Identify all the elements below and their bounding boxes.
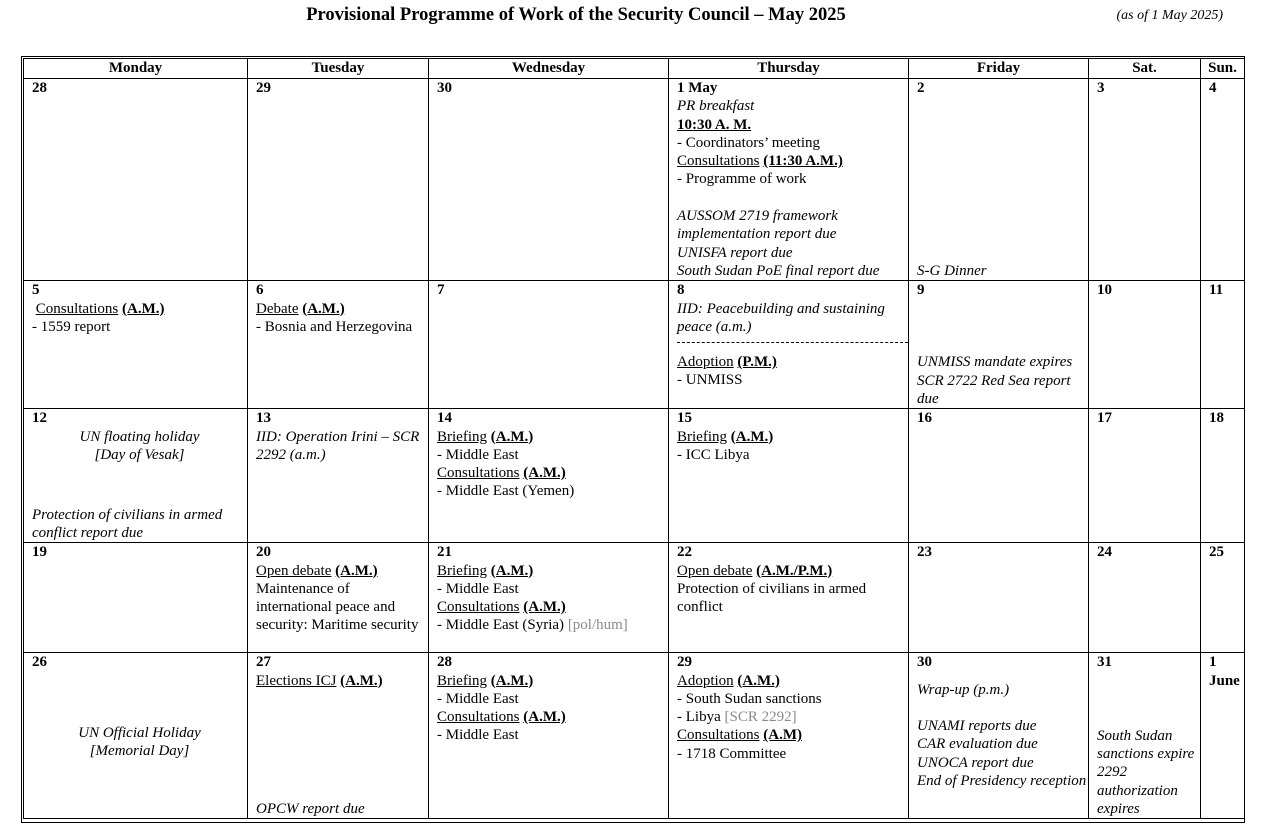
day-cell xyxy=(909,543,1089,653)
day-cell xyxy=(669,79,909,281)
day-cell xyxy=(248,281,429,409)
header-friday: Friday xyxy=(909,59,1089,79)
header-saturday: Sat. xyxy=(1089,59,1201,79)
day-number: 24 xyxy=(1097,544,1112,561)
event-time: (P.M.) xyxy=(737,354,777,371)
event-type: Adoption xyxy=(677,354,734,371)
event-time: (A.M.) xyxy=(523,465,566,482)
day-cell xyxy=(1201,653,1245,819)
week-row xyxy=(24,409,1245,543)
week-row xyxy=(24,543,1245,653)
event-type: Debate xyxy=(256,300,299,317)
calendar-table xyxy=(23,58,1245,819)
event-time: (A.M.) xyxy=(523,709,566,726)
day-number: 10 xyxy=(1097,282,1112,299)
day-cell xyxy=(429,409,669,543)
event-heading xyxy=(677,428,908,446)
event-item: - Programme of work xyxy=(677,171,807,188)
event-heading xyxy=(677,672,908,690)
report-due: UNAMI reports due xyxy=(917,718,1037,735)
day-cell xyxy=(24,653,248,819)
report-due: Protection of civilians in armed conflict report due xyxy=(32,506,223,541)
event-heading xyxy=(32,300,247,318)
event-time: (A.M.) xyxy=(340,672,383,689)
day-cell xyxy=(429,653,669,819)
event-type: Briefing xyxy=(677,428,727,445)
report-due: SCR 2722 Red Sea report due xyxy=(917,372,1071,407)
event-note: Wrap-up (p.m.) xyxy=(917,681,1010,698)
event-item: - Coordinators’ meeting xyxy=(677,134,821,151)
event-time: (A.M.) xyxy=(335,562,378,579)
header-sunday: Sun. xyxy=(1201,59,1245,79)
day-number: 13 xyxy=(256,410,271,427)
day-cell xyxy=(669,409,909,543)
event-item: - Middle East (Yemen) xyxy=(437,483,575,500)
day-number: 30 xyxy=(437,80,452,96)
report-due: UNOCA report due xyxy=(917,754,1034,771)
day-number: 8 xyxy=(677,282,685,299)
event-tag: [pol/hum] xyxy=(567,617,628,634)
event-note: IID: Operation Irini – SCR 2292 (a.m.) xyxy=(256,428,420,463)
event-item: - UNMISS xyxy=(677,372,743,389)
header-thursday: Thursday xyxy=(669,59,909,79)
day-number: 26 xyxy=(32,654,47,671)
event-heading xyxy=(677,726,908,744)
event-time: (A.M.) xyxy=(490,428,534,445)
week-row xyxy=(24,281,1245,409)
event-time: (A.M.) xyxy=(523,599,566,616)
day-cell xyxy=(24,543,248,653)
event-heading xyxy=(437,464,668,482)
day-cell xyxy=(429,281,669,409)
event-time: (11:30 A.M.) xyxy=(763,153,843,170)
day-cell xyxy=(1089,79,1201,281)
event-type: Adoption xyxy=(677,672,734,689)
day-cell xyxy=(669,653,909,819)
day-cell xyxy=(909,281,1089,409)
day-cell xyxy=(248,409,429,543)
event-note: End of Presidency reception xyxy=(917,773,1087,790)
as-of-date: (as of 1 May 2025) xyxy=(1116,8,1223,23)
day-cell xyxy=(909,653,1089,819)
day-number: 14 xyxy=(437,410,452,427)
event-heading xyxy=(256,300,428,318)
day-number: 15 xyxy=(677,410,692,427)
day-number: 16 xyxy=(917,410,932,427)
event-heading xyxy=(677,353,908,371)
day-number: 1 xyxy=(1209,654,1217,671)
event-note: S-G Dinner xyxy=(917,262,987,279)
report-due: AUSSOM 2719 framework implementation report due xyxy=(677,208,838,243)
day-number: 7 xyxy=(437,282,445,299)
event-item: - ICC Libya xyxy=(677,446,750,463)
event-item-text: - Middle East (Syria) xyxy=(437,617,565,634)
event-type: Open debate xyxy=(256,562,332,579)
day-number: 11 xyxy=(1209,282,1224,299)
day-cell xyxy=(669,281,909,409)
week-row xyxy=(24,653,1245,819)
event-heading xyxy=(437,708,668,726)
day-cell xyxy=(1089,653,1201,819)
day-cell xyxy=(1201,79,1245,281)
day-cell xyxy=(248,543,429,653)
day-cell xyxy=(1201,281,1245,409)
event-type: Consultations xyxy=(437,465,520,482)
event-type: Open debate xyxy=(677,562,753,579)
event-heading xyxy=(437,598,668,616)
holiday-note: UN floating holiday xyxy=(79,428,200,445)
day-number: 30 xyxy=(917,654,932,671)
day-cell xyxy=(1089,543,1201,653)
event-item: - Middle East xyxy=(437,580,519,597)
event-type: Elections ICJ xyxy=(256,672,337,689)
event-type: Consultations xyxy=(35,300,119,317)
event-item: - Middle East xyxy=(437,446,519,463)
event-note: 2292 authorization expires xyxy=(1097,764,1178,817)
day-cell xyxy=(909,409,1089,543)
notes-group xyxy=(1097,727,1198,818)
event-item: - 1718 Committee xyxy=(677,745,787,762)
day-number: 1 May xyxy=(677,80,718,96)
holiday-note: UN Official Holiday xyxy=(78,724,201,741)
day-cell xyxy=(1089,281,1201,409)
event-type: Consultations xyxy=(437,709,520,726)
day-number: 29 xyxy=(256,80,271,96)
day-number: 20 xyxy=(256,544,271,561)
day-number: 4 xyxy=(1209,80,1217,96)
event-type: Briefing xyxy=(437,562,487,579)
event-item: - South Sudan sanctions xyxy=(677,690,822,707)
divider xyxy=(677,342,908,343)
day-cell xyxy=(24,409,248,543)
day-number: 12 xyxy=(32,410,47,427)
page-title: Provisional Programme of Work of the Security Council – May 2025 xyxy=(306,5,846,25)
event-time: 10:30 A. M. xyxy=(677,116,752,133)
header-monday: Monday xyxy=(24,59,248,79)
event-note: PR breakfast xyxy=(677,98,755,115)
event-item: - Middle East xyxy=(437,690,519,707)
day-number: 28 xyxy=(437,654,452,671)
month-label: June xyxy=(1209,672,1240,689)
day-number: 5 xyxy=(32,282,40,299)
day-number: 3 xyxy=(1097,80,1105,96)
day-cell xyxy=(24,281,248,409)
day-number: 27 xyxy=(256,654,271,671)
day-number: 6 xyxy=(256,282,264,299)
day-number: 23 xyxy=(917,544,932,561)
report-due: UNISFA report due xyxy=(677,244,793,261)
day-cell xyxy=(248,79,429,281)
notes-group xyxy=(917,353,1086,408)
day-number: 28 xyxy=(32,80,47,96)
day-cell xyxy=(1201,409,1245,543)
event-time: (A.M.) xyxy=(122,300,165,317)
day-number: 29 xyxy=(677,654,692,671)
day-cell xyxy=(24,79,248,281)
day-cell xyxy=(429,79,669,281)
event-type: Briefing xyxy=(437,672,487,689)
day-number: 21 xyxy=(437,544,452,561)
day-number: 9 xyxy=(917,282,925,299)
event-note: South Sudan sanctions expire xyxy=(1097,727,1195,763)
day-cell xyxy=(429,543,669,653)
day-cell xyxy=(1201,543,1245,653)
header-tuesday: Tuesday xyxy=(248,59,429,79)
event-heading xyxy=(256,562,428,580)
event-heading xyxy=(437,672,668,690)
event-heading xyxy=(437,428,668,446)
header-wednesday: Wednesday xyxy=(429,59,669,79)
day-number: 2 xyxy=(917,80,925,96)
event-tag: [SCR 2292] xyxy=(724,709,797,726)
event-heading xyxy=(256,672,428,690)
day-cell xyxy=(1089,409,1201,543)
day-number: 31 xyxy=(1097,654,1112,671)
event-item: Maintenance of international peace and security: Maritime security xyxy=(256,580,419,634)
event-heading xyxy=(437,562,668,580)
event-type: Consultations xyxy=(677,727,760,744)
event-item xyxy=(437,616,668,634)
holiday-name: [Memorial Day] xyxy=(89,742,190,759)
event-time: (A.M.) xyxy=(490,672,534,689)
holiday-name: [Day of Vesak] xyxy=(94,446,185,463)
event-note: IID: Peacebuilding and sustaining peace (a.m.) xyxy=(677,300,885,335)
event-item-text: - Libya xyxy=(677,709,721,726)
weekday-header-row xyxy=(24,59,1245,79)
event-type: Briefing xyxy=(437,428,487,445)
event-item: - Bosnia and Herzegovina xyxy=(256,318,413,335)
event-item: Protection of civilians in armed conflict xyxy=(677,580,867,616)
event-item: - Middle East xyxy=(437,727,519,744)
event-heading xyxy=(677,562,908,580)
event-note: UNMISS mandate expires xyxy=(917,354,1073,371)
report-due: South Sudan PoE final report due xyxy=(677,262,880,279)
report-due: CAR evaluation due xyxy=(917,736,1038,753)
event-type: Consultations xyxy=(677,153,760,170)
day-number: 22 xyxy=(677,544,692,561)
day-cell xyxy=(669,543,909,653)
day-number: 18 xyxy=(1209,410,1224,427)
event-time: (A.M.) xyxy=(302,300,345,317)
event-item xyxy=(677,708,908,726)
event-time: (A.M./P.M.) xyxy=(756,562,833,579)
day-cell xyxy=(248,653,429,819)
day-number: 19 xyxy=(32,544,47,561)
event-time: (A.M.) xyxy=(737,672,780,689)
event-time: (A.M.) xyxy=(490,562,534,579)
day-number: 17 xyxy=(1097,410,1112,427)
event-type: Consultations xyxy=(437,599,520,616)
event-time: (A.M) xyxy=(763,727,802,744)
report-due: OPCW report due xyxy=(256,800,365,817)
event-heading xyxy=(677,152,908,170)
day-cell xyxy=(909,79,1089,281)
event-item: - 1559 report xyxy=(32,318,111,335)
event-time: (A.M.) xyxy=(730,428,774,445)
week-row xyxy=(24,79,1245,281)
day-number: 25 xyxy=(1209,544,1224,561)
